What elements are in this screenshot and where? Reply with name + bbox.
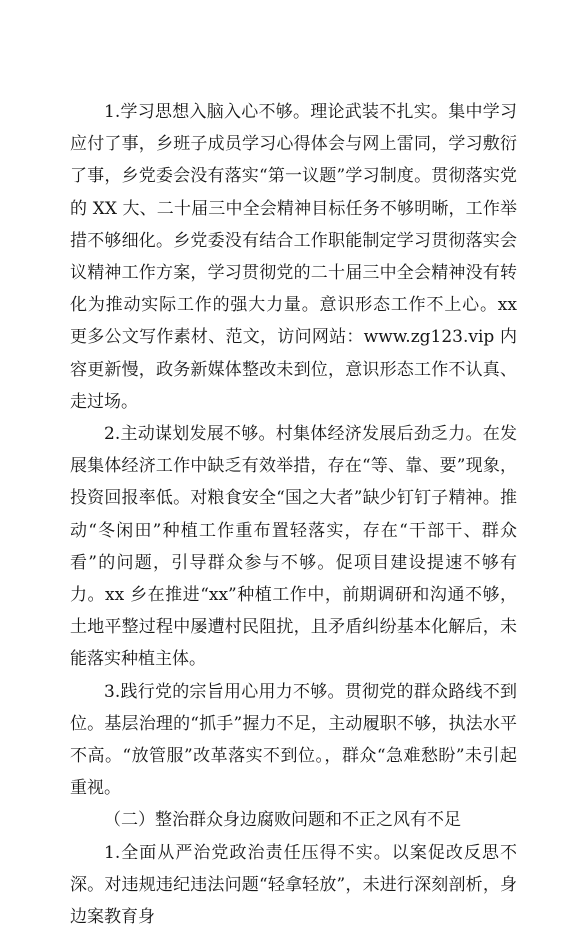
paragraph-party-purpose: 3.践行党的宗旨用心用力不够。贯彻党的群众路线不到位。基层治理的“抓手”握力不足，主动履职不够，执法水平不高。“放管服”改革落实不到位。，群众“急难愁盼”未引起重视。 [70,681,517,799]
document-body [70,96,517,933]
paragraph-party-governance: 1.全面从严治党政治责任压得不实。以案促改反思不深。对违规违纪违法问题“轻拿轻放”，未进行深刻剖析，身边案教育身 [70,842,517,928]
paragraph-study-thought: 1.学习思想入脑入心不够。理论武装不扎实。集中学习应付了事，乡班子成员学习心得体会与网上雷同，学习敷衍了事，乡党委会没有落实“第一议题”学习制度。贯彻落实党的 XX 大、二十届三中全会精神目标任务不够明晰，工作举措不够细化。乡党委没有结合工作职能制定学习贯彻落实会议精神工作方案，学习贯彻党的二十届三中全会精神没有转化为推动实际工作的强大力量。意识形态工作不上心。xx 更多公文写作素材、范文，访问网站：www.zg123.vip 内容更新慢，政务新媒体整改未到位，意识形态工作不认真、走过场。 [70,102,517,412]
paragraph-development-planning: 2.主动谋划发展不够。村集体经济发展后劲乏力。在发展集体经济工作中缺乏有效举措，存在“等、靠、要”现象，投资回报率低。对粮食安全“国之大者”缺少钉钉子精神。推动“冬闲田”种植工作重布置轻落实，存在“干部干、群众看”的问题，引导群众参与不够。促项目建设提速不够有力。xx 乡在推进“xx”种植工作中，前期调研和沟通不够，土地平整过程中屡遭村民阻扰，且矛盾纠纷基本化解后，未能落实种植主体。 [70,424,517,670]
section-heading-corruption-rectification: （二）整治群众身边腐败问题和不正之风有不足 [104,810,461,831]
